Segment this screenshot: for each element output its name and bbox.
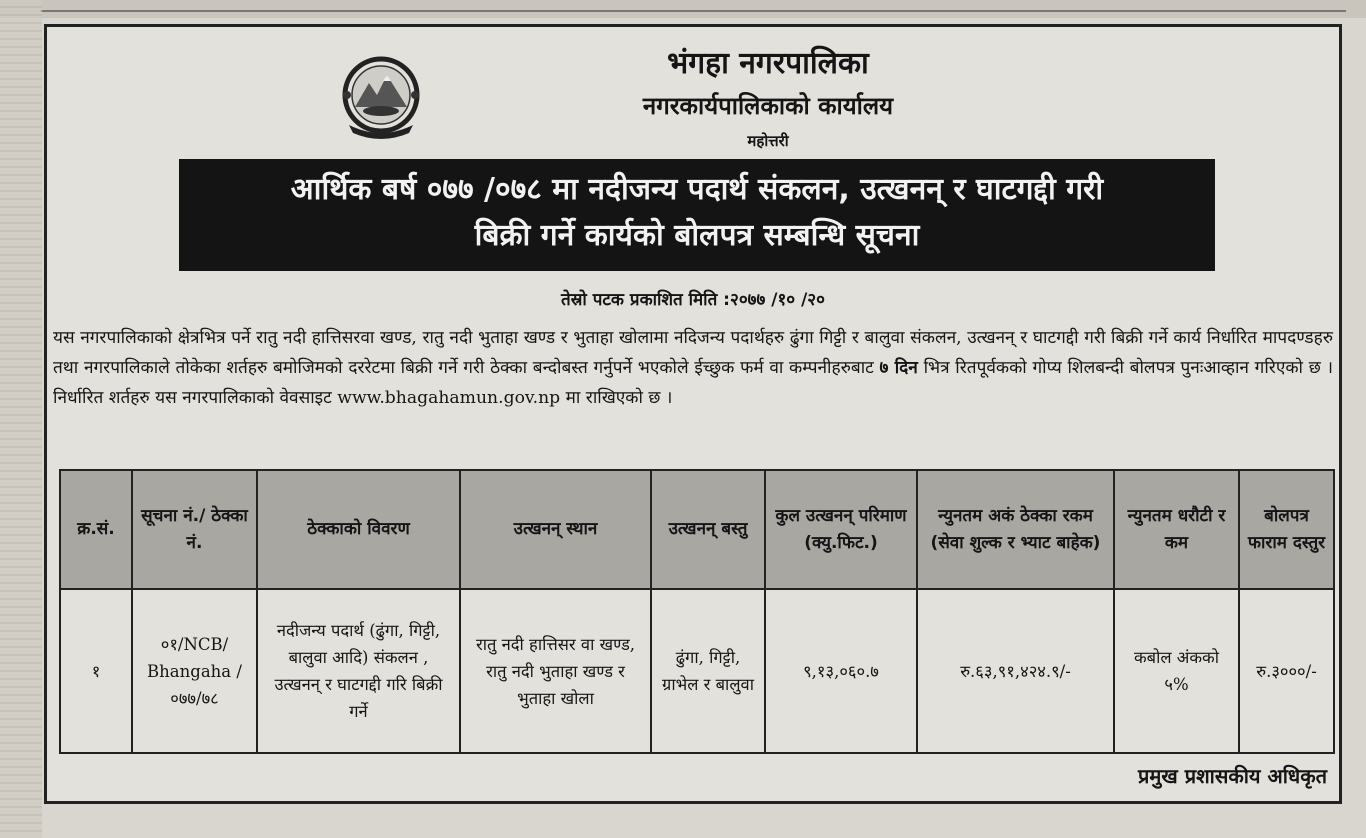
header-total-quantity: कुल उत्खनन् परिमाण (क्यु.फिट.) xyxy=(765,470,917,589)
header-notice-number: सूचना नं./ ठेक्का नं. xyxy=(132,470,257,589)
header-extraction-site: उत्खनन् स्थान xyxy=(460,470,651,589)
header-minimum-amount: न्युनतम अकं ठेक्का रकम (सेवा शुल्क र भ्याट बाहेक) xyxy=(917,470,1114,589)
cell-contract-description: नदीजन्य पदार्थ (ढुंगा, गिट्टी, बालुवा आदि) संकलन , उत्खनन् र घाटगद्दी गरि बिक्री गर्ने xyxy=(257,589,460,753)
notice-body xyxy=(53,323,1333,413)
body-text-part-1: यस नगरपालिकाको क्षेत्रभित्र पर्ने रातु नदी हात्तिसरवा खण्ड, रातु नदी भुताहा खण्ड र भुताहा खोलामा नदिजन्य पदार्थहरु ढुंगा गिट्टी र बालुवा संकलन, उत्खनन् र घाटगद्दी गरी बिक्री गर्ने कार्य निर्धारित मापदण्डहरु तथा नगरपालिकाले तोकेका शर्तहरु बमोजिमको दररेटमा बिक्री गर्ने गरी ठेक्का बन्दोबस्त गर्नुपर्ने भएकोले ईच्छुक फर्म वा कम्पनीहरुबाट xyxy=(53,328,1333,378)
header-contract-description: ठेक्काको विवरण xyxy=(257,470,460,589)
notice-title-banner xyxy=(179,159,1215,271)
banner-line-2: बिक्री गर्ने कार्यको बोलपत्र सम्बन्धि सूचना xyxy=(474,218,920,253)
header-extraction-material: उत्खनन् बस्तु xyxy=(651,470,765,589)
cell-minimum-amount: रु.६३,९१,४२४.९/- xyxy=(917,589,1114,753)
signatory-title: प्रमुख प्रशासकीय अधिकृत xyxy=(1138,764,1327,788)
cell-extraction-material: ढुंगा, गिट्टी, ग्राभेल र बालुवा xyxy=(651,589,765,753)
cell-total-quantity: ९,१३,०६०.७ xyxy=(765,589,917,753)
district-name: महोत्तरी xyxy=(747,132,789,150)
divider xyxy=(40,10,1346,12)
table-header-row xyxy=(60,470,1334,589)
tender-table xyxy=(59,469,1335,754)
publication-date: तेस्रो पटक प्रकाशित मिति :२०७७ /१० /२० xyxy=(561,290,825,310)
tender-notice xyxy=(44,24,1342,804)
newspaper-top-bleed xyxy=(0,0,1366,18)
header-minimum-deposit: न्युनतम धरौटी र कम xyxy=(1114,470,1239,589)
header-form-fee: बोलपत्र फाराम दस्तुर xyxy=(1239,470,1334,589)
cell-form-fee: रु.३०००/- xyxy=(1239,589,1334,753)
cell-notice-number: ०१/NCB/ Bhangaha /०७७/७८ xyxy=(132,589,257,753)
cell-extraction-site: रातु नदी हात्तिसर वा खण्ड, रातु नदी भुताहा खण्ड र भुताहा खोला xyxy=(460,589,651,753)
cell-minimum-deposit: कबोल अंकको ५% xyxy=(1114,589,1239,753)
newspaper-left-bleed xyxy=(0,0,42,838)
header-serial: क्र.सं. xyxy=(60,470,132,589)
banner-line-1: आर्थिक बर्ष ०७७ /०७८ मा नदीजन्य पदार्थ संकलन, उत्खनन् र घाटगद्दी गरी xyxy=(290,172,1104,207)
cell-serial: १ xyxy=(60,589,132,753)
deadline-days: ७ दिन xyxy=(879,358,918,378)
body-text-part-2: भित्र रितपूर्वकको गोप्य शिलबन्दी बोलपत्र पुनःआव्हान गरिएको छ । निर्धारित शर्तहरु यस नगरपालिकाको वेवसाइट www.bhagahamun.gov.np मा राखिएको छ । xyxy=(53,358,1333,408)
table-row xyxy=(60,589,1334,753)
office-name: नगरकार्यपालिकाको कार्यालय xyxy=(642,92,894,120)
municipality-name: भंगहा नगरपालिका xyxy=(667,46,869,81)
